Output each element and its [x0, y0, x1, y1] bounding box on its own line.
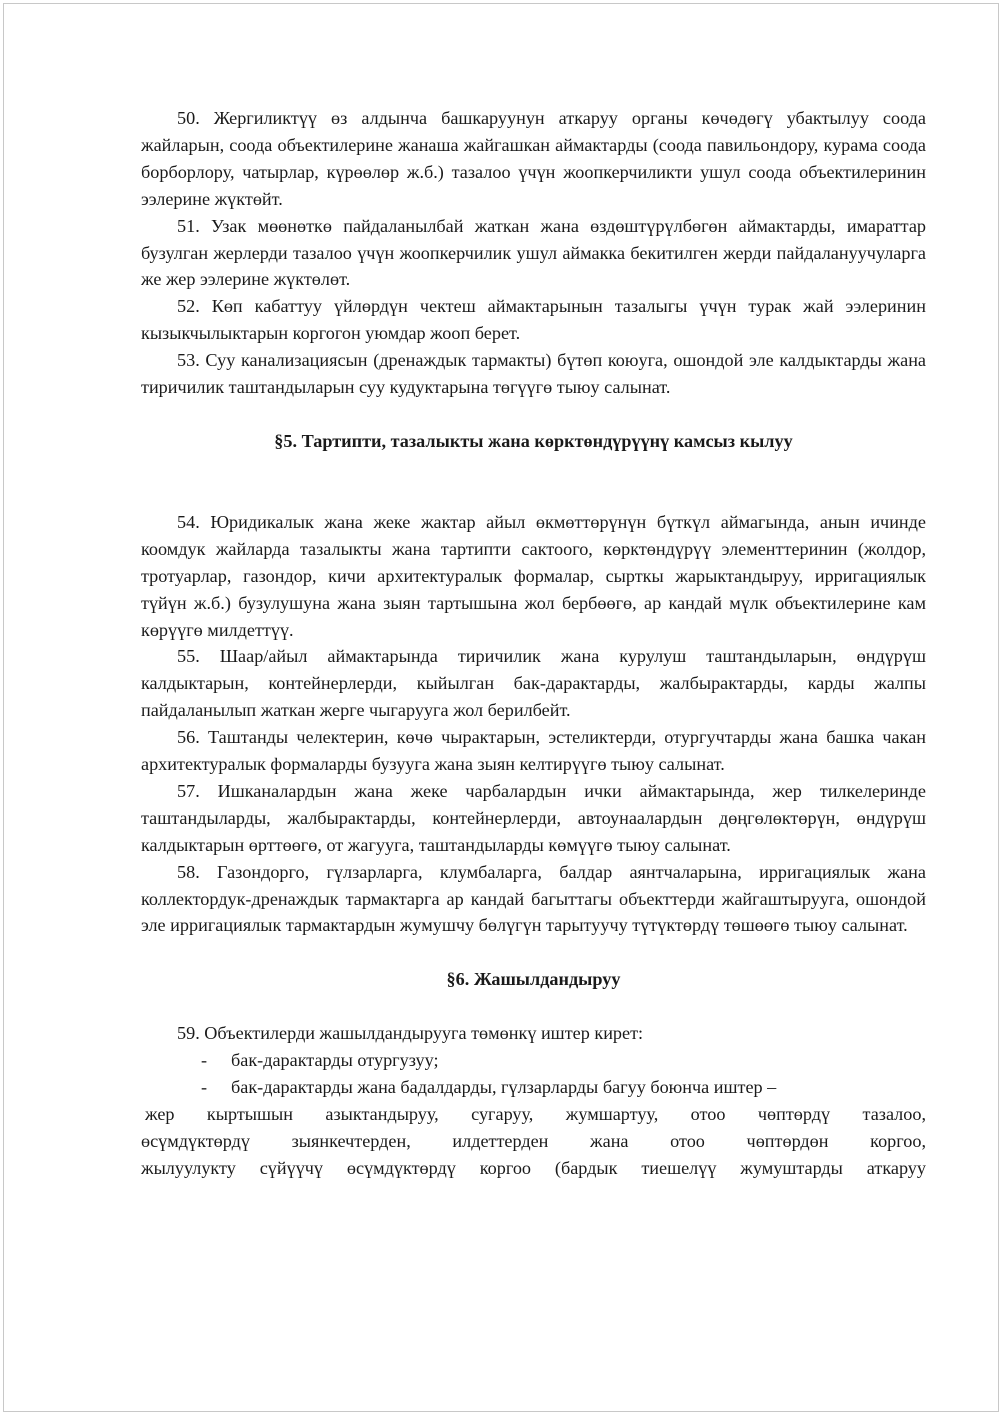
dash-bullet: - [201, 1077, 208, 1098]
paragraph-57: 57. Ишканалардын жана жеке чарбалардын ички аймактарында, жер тилкелеринде таштандыларды, жалбырактарды, контейнерлерди, автоунаалардын дөңгөлөктөрүн, өндүрүш калдыктарын өрттөөгө, от жагууга, таштандыларды көмүүгө тыюу салынат. [141, 780, 926, 855]
paragraph-56: 56. Таштанды челектерин, көчө чырактарын, эстеликтерди, отургучтарды жана башка чакан архитектуралык формаларды бузууга жана зыян келтирүүгө тыюу салынат. [141, 727, 926, 775]
list-item-text: бак-дарактарды отургузуу; [231, 1050, 439, 1071]
paragraph-50: 50. Жергиликтүү өз алдынча башкаруунун аткаруу органы көчөдөгү убактылуу соода жайларын, соода объектилерине жанаша жайгашкан аймактарды (соода павильондору, курама соода борборлору, чатырлар, күрөөлөр ж.б.) тазалоо үчүн жоопкерчиликти ушул соода объектилеринин ээлерине жүктөйт. [141, 108, 926, 209]
paragraph-59: 59. Объектилерди жашылдандырууга төмөнкү иштер кирет: [177, 1023, 644, 1044]
paragraph-55: 55. Шаар/айыл аймактарында тиричилик жана курулуш таштандыларын, өндүрүш калдыктарын, контейнерлерди, кыйылган бак-дарактарды, жалбырактарды, карды жалпы пайдаланылып жаткан жерге чыгарууга жол берилбейт. [141, 646, 926, 721]
paragraph-53: 53. Суу канализациясын (дренаждык тармакты) бүтөп коюуга, ошондой эле калдыктарды жана тиричилик таштандыларын суу кудуктарына төгүүгө тыюу салынат. [141, 350, 926, 398]
list-item-text: бак-дарактарды жана бадалдарды, гүлзарларды багуу боюнча иштер – [231, 1077, 777, 1098]
list-item [141, 1074, 926, 1101]
continuation-line: жер кыртышын азыктандыруу, сугаруу, жумшартуу, отоо чөптөрдү тазалоо, [145, 1104, 926, 1124]
paragraph-58: 58. Газондорго, гүлзарларга, клумбаларга, балдар аянтчаларына, ирригациялык жана коллектордук-дренаждык тармактарга ар кандай багыттагы объекттерди жайгаштырууга, ошондой эле ирригациялык тармактардын жумушчу бөлүгүн тарытуучу түтүктөрдү төшөөгө тыюу салынат. [141, 861, 926, 936]
document-page [3, 3, 999, 1412]
document-body [141, 105, 926, 1182]
continuation-line: өсүмдүктөрдү зыянкечтерден, илдеттерден жана отоо чөптөрдөн коргоо, [141, 1130, 926, 1151]
list-item [141, 1047, 926, 1074]
paragraph-54: 54. Юридикалык жана жеке жактар айыл өкмөттөрүнүн бүткүл аймагында, анын ичинде коомдук жайларда тазалыкты жана тартипти сактоого, көрктөндүрүү элементтеринин (жолдор, тротуарлар, газондор, кичи архитектуралык формалар, сырткы жарыктандыруу, ирригациялык түйүн ж.б.) бузулушуна жана зыян тартышына жол бербөөгө, ар кандай мүлк объектилерине кам көрүүгө милдеттүү. [141, 511, 926, 640]
dash-bullet: - [201, 1050, 208, 1071]
section-6-heading: §6. Жашылдандыруу [446, 969, 621, 990]
section-5-heading: §5. Тартипти, тазалыкты жана көрктөндүрүүнү камсыз кылуу [274, 430, 793, 451]
continuation-line: жылуулукту сүйүүчү өсүмдүктөрдү коргоо (бардык тиешелүү жумуштарды аткаруу [141, 1157, 926, 1178]
paragraph-52: 52. Көп кабаттуу үйлөрдүн чектеш аймактарынын тазалыгы үчүн турак жай ээлеринин кызыкчылыктарын коргогон уюмдар жооп берет. [141, 296, 926, 344]
paragraph-51: 51. Узак мөөнөткө пайдаланылбай жаткан жана өздөштүрүлбөгөн аймактарды, имараттар бузулган жерлерди тазалоо үчүн жоопкерчилик ушул аймакка бекитилген жерди пайдалануучуларга же жер ээлерине жүктөлөт. [141, 215, 926, 290]
